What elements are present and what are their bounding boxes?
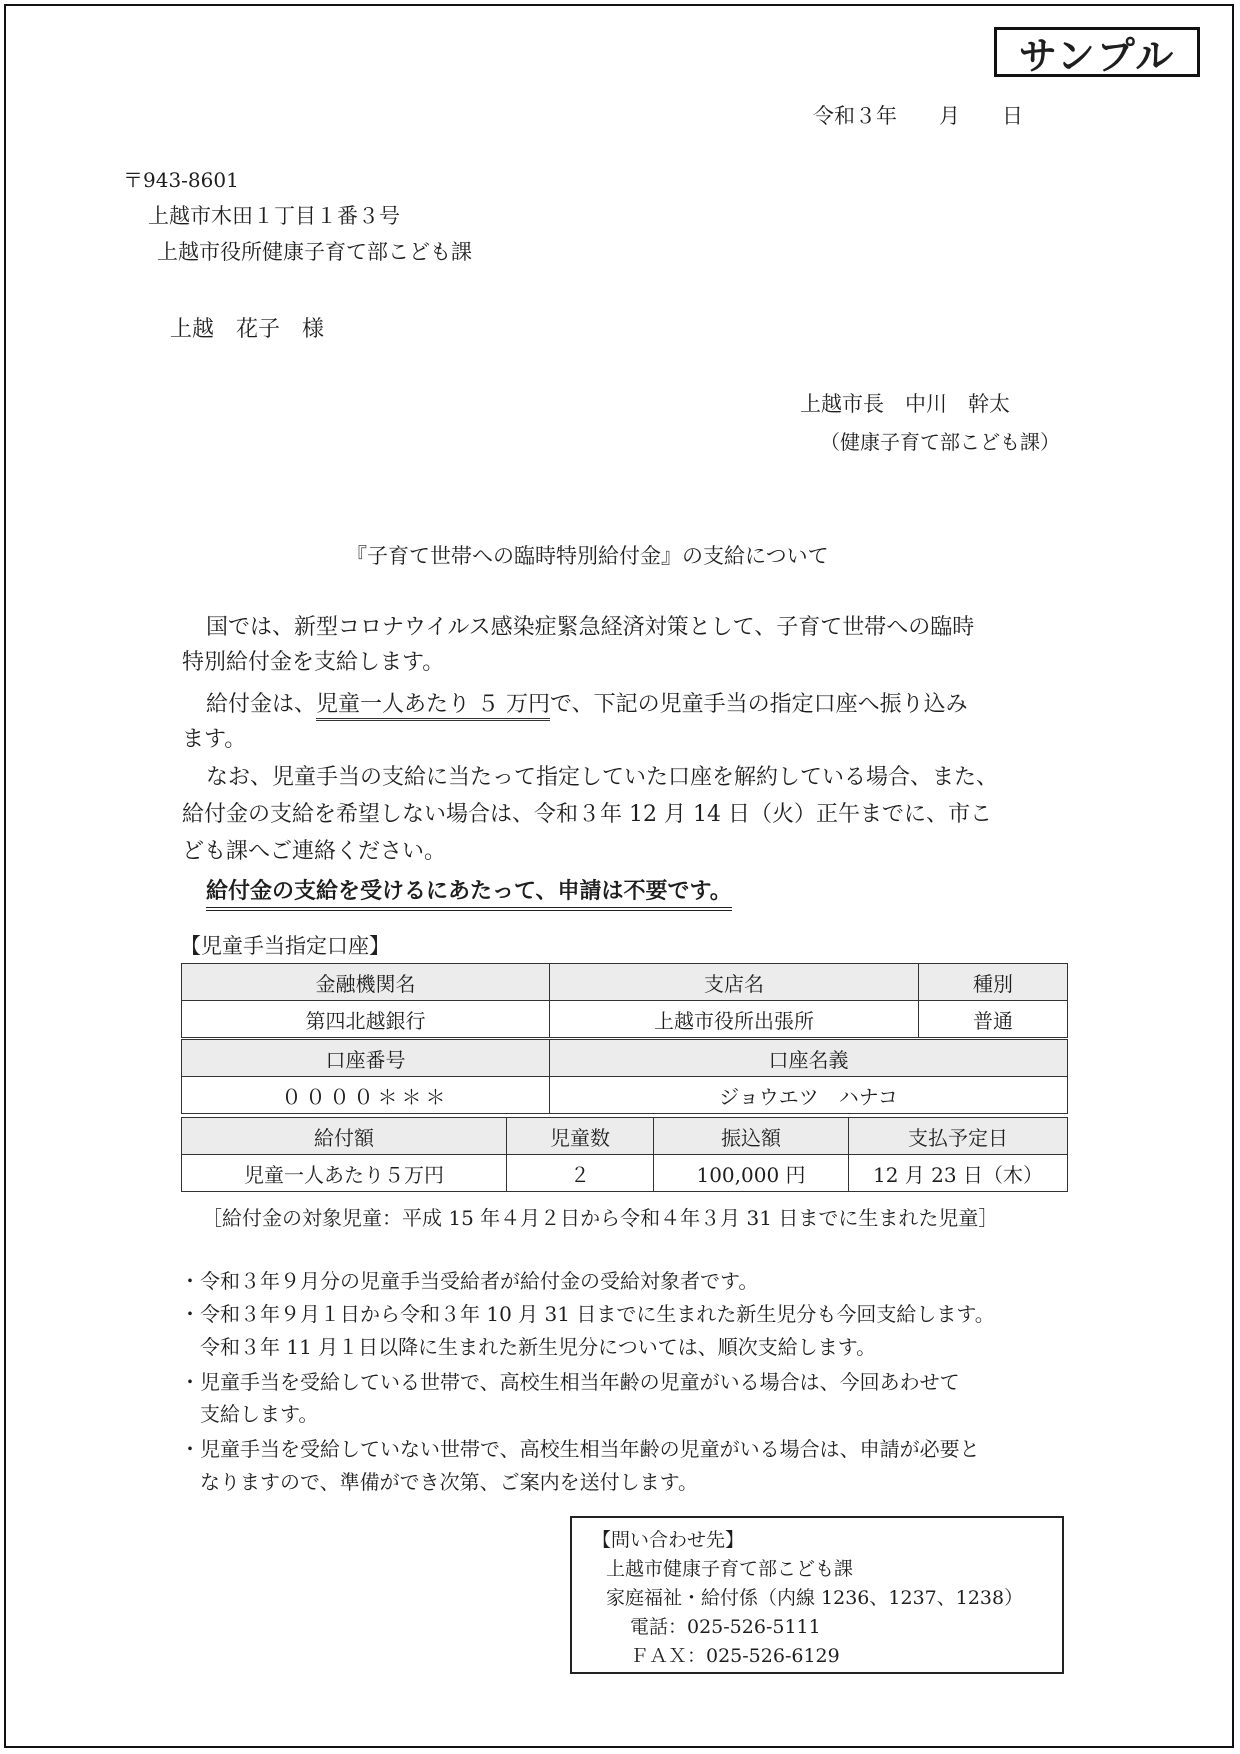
table-row	[182, 964, 1068, 1001]
application-not-required-notice: 給付金の支給を受けるにあたって、申請は不要です。	[206, 874, 732, 911]
header-bank-name: 金融機関名	[182, 964, 550, 1001]
sender-postal-code: 〒943-8601	[123, 168, 239, 192]
contact-box	[570, 1516, 1064, 1674]
recipient-name: 上越 花子 様	[170, 317, 325, 342]
paragraph-line: なお、児童手当の支給に当たって指定していた口座を解約している場合、また、	[206, 765, 999, 790]
child-count: ２	[507, 1155, 654, 1192]
contact-section: 家庭福祉・給付係（内線 1236、1237、1238）	[606, 1587, 1024, 1609]
header-benefit-amount: 給付額	[182, 1118, 507, 1155]
transfer-amount: 100,000 円	[654, 1155, 849, 1192]
sample-stamp: サンプル	[994, 27, 1200, 77]
sender-office: 上越市役所健康子育て部こども課	[157, 240, 472, 264]
paragraph-line: ます。	[182, 727, 247, 752]
contact-phone: 電話：025-526-5111	[630, 1616, 821, 1638]
amount-highlight: 児童一人あたり ５ 万円	[316, 692, 550, 721]
document-title: 『子育て世帯への臨時特別給付金』の支給について	[346, 544, 829, 568]
paragraph-line: 給付金の支給を希望しない場合は、令和３年 12 月 14 日（火）正午までに、市こ	[182, 802, 992, 827]
list-item: ・児童手当を受給していない世帯で、高校生相当年齢の児童がいる場合は、申請が必要と	[180, 1437, 980, 1461]
bank-name: 第四北越銀行	[182, 1001, 550, 1038]
account-holder: ジョウエツ ハナコ	[550, 1077, 1068, 1114]
branch-name: 上越市役所出張所	[550, 1001, 919, 1038]
account-table-top	[181, 963, 1068, 1038]
table-row	[182, 1040, 1068, 1077]
contact-department: 上越市健康子育て部こども課	[606, 1558, 854, 1580]
table-row	[182, 1077, 1068, 1114]
document-date: 令和３年 月 日	[813, 104, 1023, 128]
account-type: 普通	[919, 1001, 1068, 1038]
header-account-number: 口座番号	[182, 1040, 550, 1077]
header-payment-date: 支払予定日	[849, 1118, 1068, 1155]
paragraph-line: 国では、新型コロナウイルス感染症緊急経済対策として、子育て世帯への臨時	[206, 615, 975, 640]
header-account-type: 種別	[919, 964, 1068, 1001]
sender-address: 上越市木田１丁目１番３号	[148, 204, 400, 228]
paragraph-line: ども課へご連絡ください。	[182, 839, 447, 864]
list-item: 支給します。	[180, 1402, 319, 1426]
benefit-amount: 児童一人あたり５万円	[182, 1155, 507, 1192]
list-item: 令和３年 11 月１日以降に生まれた新生児分については、順次支給します。	[180, 1335, 877, 1359]
paragraph-prefix: 給付金は、	[206, 692, 317, 717]
paragraph-line: 特別給付金を支給します。	[182, 650, 445, 675]
account-table-middle	[181, 1039, 1068, 1114]
contact-fax: ＦＡＸ：025-526-6129	[630, 1645, 840, 1667]
header-account-holder: 口座名義	[550, 1040, 1068, 1077]
table-row	[182, 1118, 1068, 1155]
payment-date: 12 月 23 日（木）	[849, 1155, 1068, 1192]
account-number: ００００＊＊＊	[182, 1077, 550, 1114]
table-row	[182, 1155, 1068, 1192]
issuer-name: 上越市長 中川 幹太	[800, 392, 1010, 416]
table-row	[182, 1001, 1068, 1038]
paragraph-line-amount	[206, 687, 968, 722]
contact-heading: 【問い合わせ先】	[592, 1529, 745, 1551]
list-item: なりますので、準備ができ次第、ご案内を送付します。	[180, 1470, 698, 1494]
account-heading: 【児童手当指定口座】	[180, 934, 390, 958]
issuer-dept: （健康子育て部こども課）	[820, 430, 1060, 454]
eligibility-note: ［給付金の対象児童：平成 15 年４月２日から令和４年３月 31 日までに生まれた児童］	[202, 1206, 999, 1230]
header-transfer-amount: 振込額	[654, 1118, 849, 1155]
list-item: ・令和３年９月１日から令和３年 10 月 31 日までに生まれた新生児分も今回支給します。	[180, 1302, 995, 1326]
header-branch-name: 支店名	[550, 964, 919, 1001]
paragraph-suffix: で、下記の児童手当の指定口座へ振り込み	[550, 692, 968, 717]
header-child-count: 児童数	[507, 1118, 654, 1155]
list-item: ・児童手当を受給している世帯で、高校生相当年齢の児童がいる場合は、今回あわせて	[180, 1370, 960, 1394]
list-item: ・令和３年９月分の児童手当受給者が給付金の受給対象者です。	[180, 1269, 759, 1293]
payment-table	[181, 1117, 1068, 1192]
